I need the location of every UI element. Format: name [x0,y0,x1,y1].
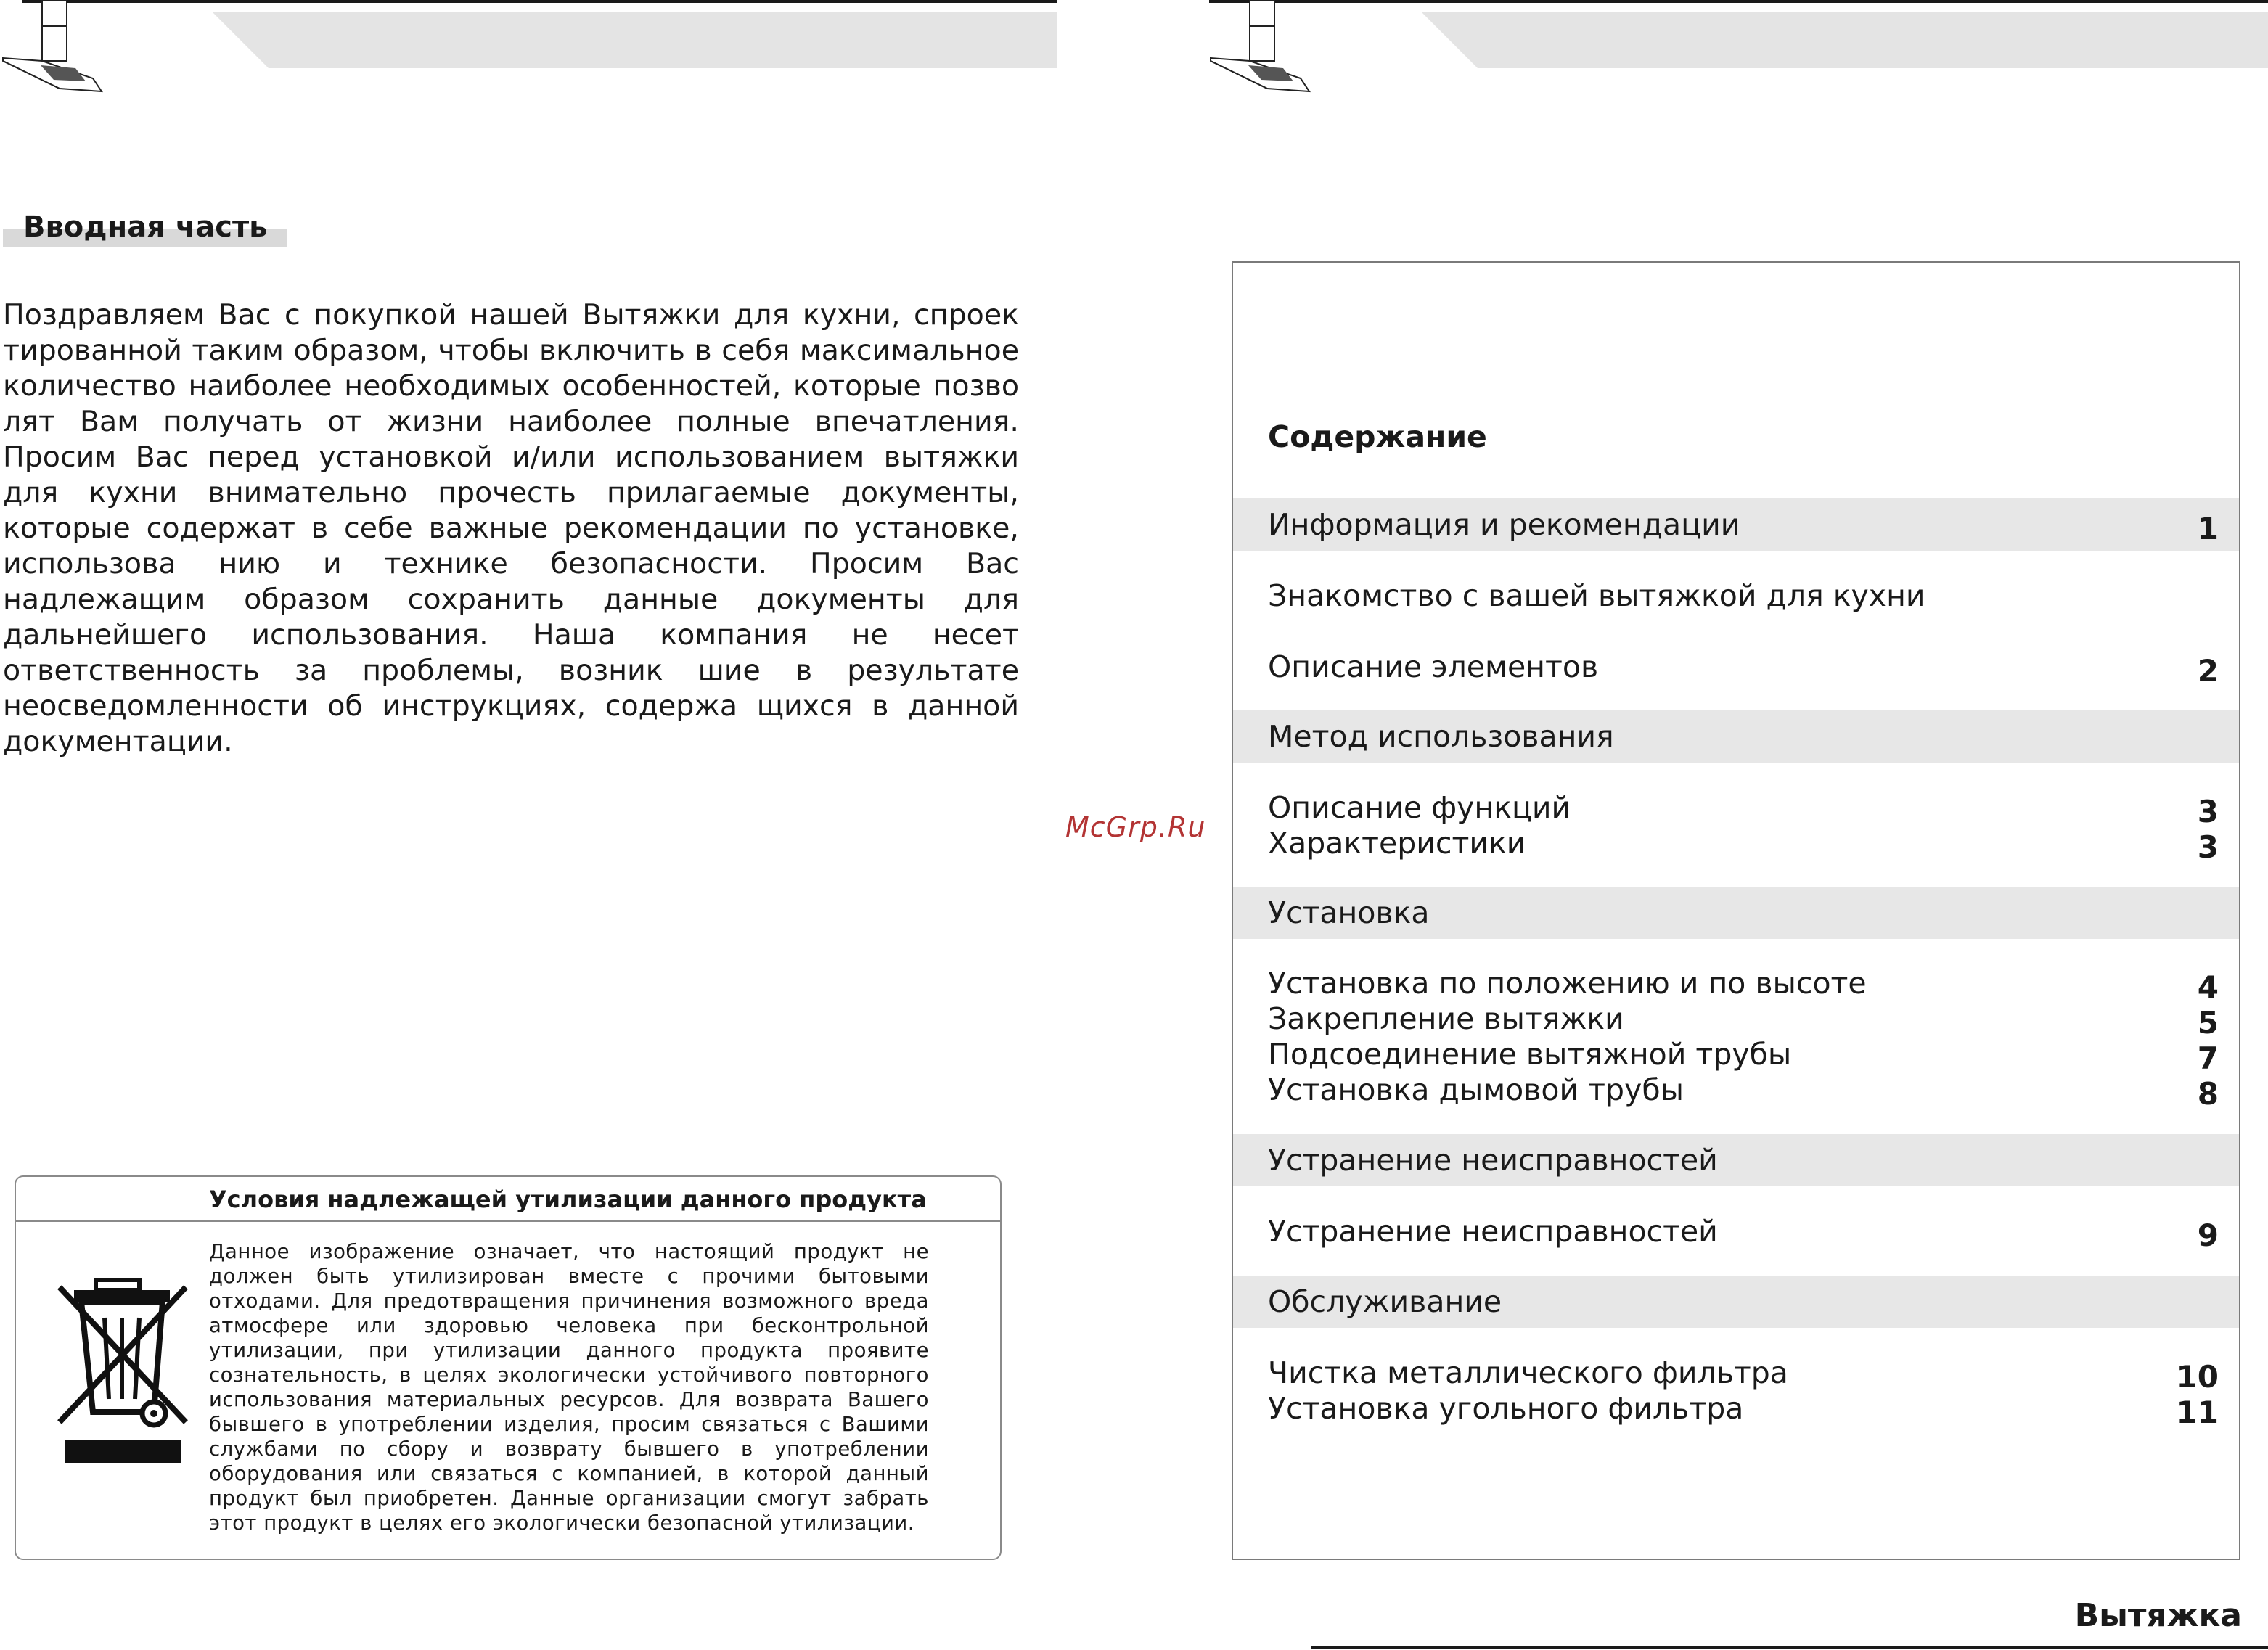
toc-label: Подсоединение вытяжной трубы [1268,1037,1792,1072]
section-title: Вводная часть [3,208,287,247]
toc-label: Устранение неисправностей [1268,1143,1718,1178]
header-band-left [212,12,1057,68]
footer-title: Вытяжка [2074,1597,2242,1634]
toc-label: Характеристики [1268,826,1526,861]
toc-label: Установка угольного фильтра [1268,1391,1744,1426]
toc-page-number: 1 [2197,511,2219,546]
toc-entry[interactable] [1268,789,2227,829]
range-hood-icon [1208,0,1317,98]
toc-label: Метод использования [1268,719,1614,754]
disposal-notice [15,1175,1002,1560]
toc-label: Закрепление вытяжки [1268,1001,1624,1036]
crossed-out-bin-icon [45,1258,205,1476]
toc-page-number: 11 [2176,1395,2219,1430]
toc-entry[interactable] [1268,1355,2227,1395]
toc-label: Установка [1268,895,1430,930]
toc-section[interactable] [1268,895,2227,931]
toc-page-number: 10 [2176,1359,2219,1395]
toc-entry[interactable] [1268,1072,2227,1112]
toc-entry[interactable] [1268,578,2227,614]
header-rule-right [1209,0,2268,3]
toc-section[interactable] [1268,1142,2227,1178]
toc-page-number: 4 [2197,969,2219,1005]
toc-section[interactable] [1268,718,2227,755]
toc-label: Чистка металлического фильтра [1268,1355,1788,1390]
toc-label: Информация и рекомендации [1268,507,1740,542]
header-rule-left [22,0,1057,3]
footer-rule [1311,1646,2268,1649]
toc-label: Знакомство с вашей вытяжкой для кухни [1268,578,1925,613]
table-of-contents [1232,261,2240,1560]
range-hood-icon [0,0,109,98]
toc-page-number: 8 [2197,1076,2219,1112]
toc-page-number: 5 [2197,1005,2219,1041]
toc-entry[interactable] [1268,1213,2227,1253]
toc-entry[interactable] [1268,965,2227,1005]
intro-paragraph: Поздравляем Вас с покупкой нашей Вытяжки для кухни, спроек тированной таким образом, чтобы включить в себя максимальное количество наиболее необходимых особенностей, которые позво лят Вам получать от жизни наиболее полные впечатления. Просим Вас перед установкой и/или использованием вытяжки для кухни внимательно прочесть прилагаемые документы, которые содержат в себе важные рекомендации по установке, использова нию и технике безопасности. Просим Вас надлежащим образом сохранить данные документы для дальнейшего использования. Наша компания не несет ответственность за проблемы, возник шие в результате неосведомленности об инструкциях, содержа щихся в данной документации. [3,298,1019,758]
toc-label: Описание элементов [1268,649,1599,684]
toc-entry[interactable] [1268,1390,2227,1430]
toc-page-number: 7 [2197,1041,2219,1076]
disposal-text: Данное изображение означает, что настоящий продукт не должен быть утилизирован вместе с прочими бытовыми отходами. Для предотвращения причинения возможного вреда атмосфере или здоровью человека при бесконтрольной утилизации, при утилизации данного продукта проявите сознательность, в целях экологически устойчивого повторного использования материальных ресурсов. Для возврата Вашего бывшего в употреблении изделия, просим связаться с Вашими службами по сбору и возврату бывшего в употреблении оборудования или связаться с компанией, в которой данный продукт был приобретен. Данные организации смогут забрать этот продукт в целях его экологически безопасной утилизации. [209,1240,929,1535]
toc-page-number: 9 [2197,1218,2219,1253]
disposal-title: Условия надлежащей утилизации данного продукта [16,1177,1000,1222]
toc-label: Установка по положению и по высоте [1268,966,1867,1001]
toc-title: Содержание [1268,419,1487,454]
toc-section[interactable] [1268,506,2227,546]
watermark: McGrp.Ru [1065,811,1206,843]
toc-label: Устранение неисправностей [1268,1214,1718,1249]
toc-entry[interactable] [1268,649,2227,689]
toc-label: Установка дымовой трубы [1268,1072,1684,1107]
toc-page-number: 2 [2197,653,2219,689]
toc-entry[interactable] [1268,1001,2227,1041]
toc-label: Описание функций [1268,790,1571,825]
toc-entry[interactable] [1268,825,2227,865]
toc-label: Обслуживание [1268,1284,1502,1319]
toc-entry[interactable] [1268,1036,2227,1076]
header-band-right [1421,12,2268,68]
toc-page-number: 3 [2197,794,2219,829]
toc-section[interactable] [1268,1284,2227,1320]
toc-page-number: 3 [2197,829,2219,865]
